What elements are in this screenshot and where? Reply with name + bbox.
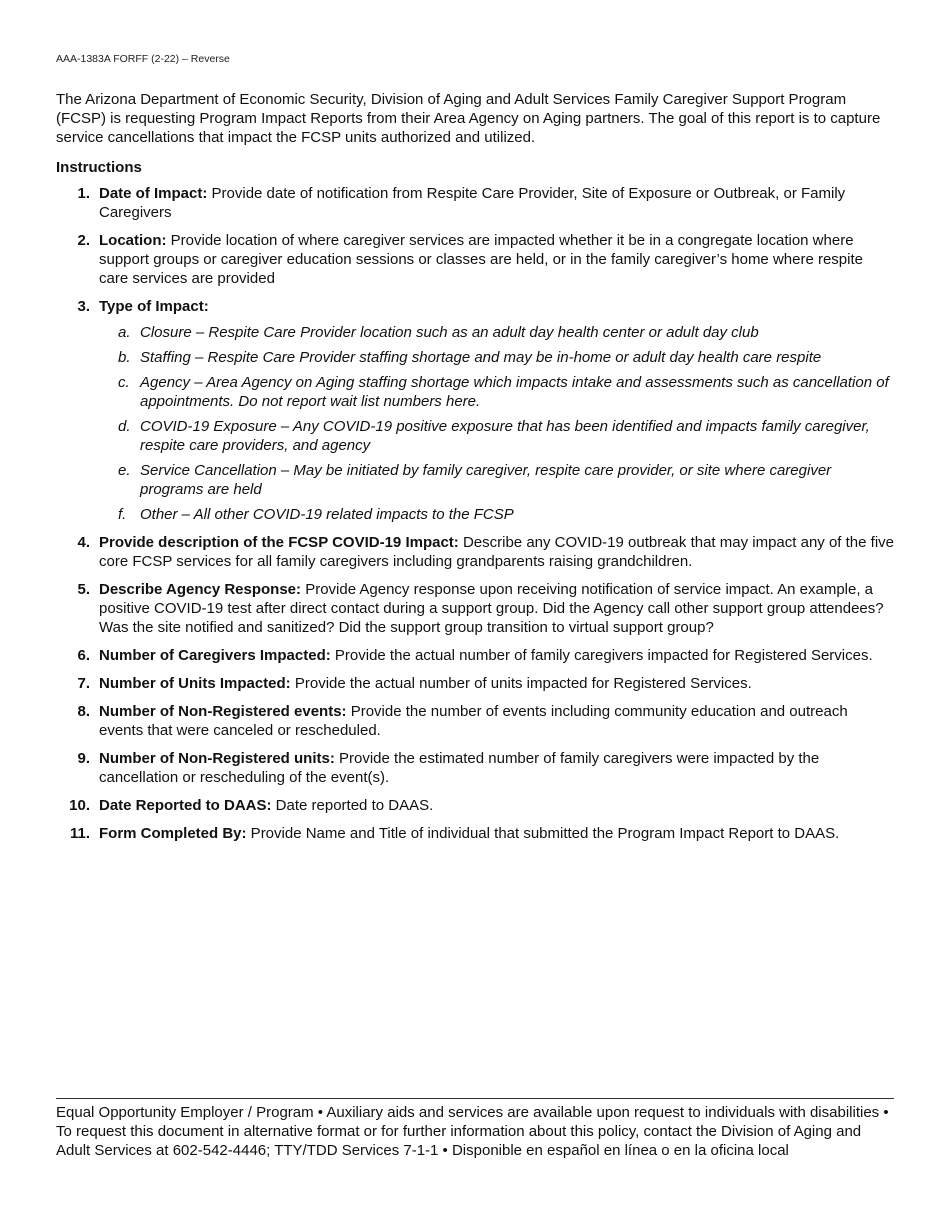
- impact-type-list: [99, 323, 894, 524]
- impact-type-text: Staffing – Respite Care Provider staffing shortage and may be in-home or adult day health care respite: [140, 349, 822, 366]
- item-number: 9.: [77, 750, 90, 767]
- intro-paragraph: The Arizona Department of Economic Security, Division of Aging and Adult Services Family Caregiver Support Program (FCSP) is requesting Program Impact Reports from their Area Agency on Aging partners. The goal of this report is to capture service cancellations that impact the FCSP units authorized and utilized.: [56, 91, 881, 146]
- item-text: Provide date of notification from Respite Care Provider, Site of Exposure or Outbreak, or Family Caregivers: [99, 185, 846, 221]
- instruction-item: [56, 749, 894, 787]
- item-text: Describe any COVID-19 outbreak that may impact any of the five core FCSP services for all family caregivers including grandparents raising grandchildren.: [99, 534, 894, 570]
- item-number: 5.: [77, 581, 90, 598]
- item-lead: Date Reported to DAAS:: [99, 797, 272, 814]
- instructions-heading: Instructions: [56, 159, 142, 176]
- impact-type-text: Other – All other COVID-19 related impacts to the FCSP: [140, 506, 514, 523]
- item-number: 3.: [77, 298, 90, 315]
- item-lead: Describe Agency Response:: [99, 581, 302, 598]
- instruction-item: [56, 674, 894, 693]
- instruction-item: [56, 297, 894, 524]
- item-number: 1.: [77, 185, 90, 202]
- item-number: 11.: [69, 825, 90, 842]
- instruction-item: [56, 184, 894, 222]
- item-text: Provide the number of events including community education and outreach events that were canceled or rescheduled.: [99, 703, 848, 739]
- impact-type-item: [99, 323, 894, 342]
- item-lead: Number of Caregivers Impacted:: [99, 647, 331, 664]
- instruction-item: [56, 580, 894, 637]
- impact-type-item: [99, 373, 894, 411]
- impact-type-letter: d.: [118, 418, 131, 435]
- item-number: 4.: [77, 534, 90, 551]
- item-text: Provide the actual number of units impacted for Registered Services.: [290, 675, 752, 692]
- impact-type-letter: f.: [118, 506, 127, 523]
- document-page: [56, 0, 894, 1230]
- impact-type-text: Agency – Area Agency on Aging staffing shortage which impacts intake and assessments such as cancellation of appointments. Do not report wait list numbers here.: [140, 374, 889, 410]
- item-number: 6.: [77, 647, 90, 664]
- impact-type-text: Service Cancellation – May be initiated by family caregiver, respite care provider, or site where caregiver programs are held: [140, 462, 832, 498]
- item-number: 10.: [69, 797, 90, 814]
- item-lead: Date of Impact:: [99, 185, 208, 202]
- instruction-item: [56, 533, 894, 571]
- item-text: Provide location of where caregiver services are impacted whether it be in a congregate location where support groups or caregiver education sessions or classes are held, or in the family caregiver’s home where respite care services are provided: [99, 232, 863, 287]
- item-lead: Type of Impact:: [99, 298, 209, 315]
- item-text: Date reported to DAAS.: [271, 797, 434, 814]
- instruction-item: [56, 824, 894, 843]
- impact-type-letter: a.: [118, 324, 131, 341]
- item-lead: Provide description of the FCSP COVID-19 Impact:: [99, 534, 459, 551]
- item-lead: Number of Units Impacted:: [99, 675, 291, 692]
- item-lead: Number of Non-Registered events:: [99, 703, 347, 720]
- impact-type-text: Closure – Respite Care Provider location such as an adult day health center or adult day club: [140, 324, 759, 341]
- item-number: 8.: [77, 703, 90, 720]
- footer-notice: Equal Opportunity Employer / Program • Auxiliary aids and services are available upon request to individuals with disabilities • To request this document in alternative format or for further information about this policy, contact the Division of Aging and Adult Services at 602-542-4446; TTY/TDD Services 7-1-1 • Disponible en español en línea o en la oficina local: [56, 1098, 894, 1160]
- instructions-list: [56, 184, 894, 852]
- instruction-item: [56, 702, 894, 740]
- impact-type-text: COVID-19 Exposure – Any COVID-19 positive exposure that has been identified and impacts family caregiver, respite care providers, and agency: [140, 418, 870, 454]
- item-text: Provide the actual number of family caregivers impacted for Registered Services.: [330, 647, 873, 664]
- item-number: 2.: [77, 232, 90, 249]
- item-lead: Number of Non-Registered units:: [99, 750, 335, 767]
- impact-type-letter: e.: [118, 462, 131, 479]
- impact-type-item: [99, 348, 894, 367]
- item-text: Provide Name and Title of individual that submitted the Program Impact Report to DAAS.: [246, 825, 840, 842]
- impact-type-letter: b.: [118, 349, 131, 366]
- item-text: Provide Agency response upon receiving notification of service impact. An example, a positive COVID-19 test after direct contact during a support group. Did the Agency call other support group attendees? Was the site notified and sanitized? Did the support group transition to virtual support group?: [99, 581, 884, 636]
- impact-type-letter: c.: [118, 374, 130, 391]
- impact-type-item: [99, 417, 894, 455]
- impact-type-item: [99, 505, 894, 524]
- item-lead: Location:: [99, 232, 167, 249]
- item-lead: Form Completed By:: [99, 825, 247, 842]
- item-number: 7.: [77, 675, 90, 692]
- instruction-item: [56, 796, 894, 815]
- form-code: AAA-1383A FORFF (2-22) – Reverse: [56, 53, 230, 65]
- instruction-item: [56, 231, 894, 288]
- instruction-item: [56, 646, 894, 665]
- impact-type-item: [99, 461, 894, 499]
- item-text: Provide the estimated number of family caregivers were impacted by the cancellation or rescheduling of the event(s).: [99, 750, 820, 786]
